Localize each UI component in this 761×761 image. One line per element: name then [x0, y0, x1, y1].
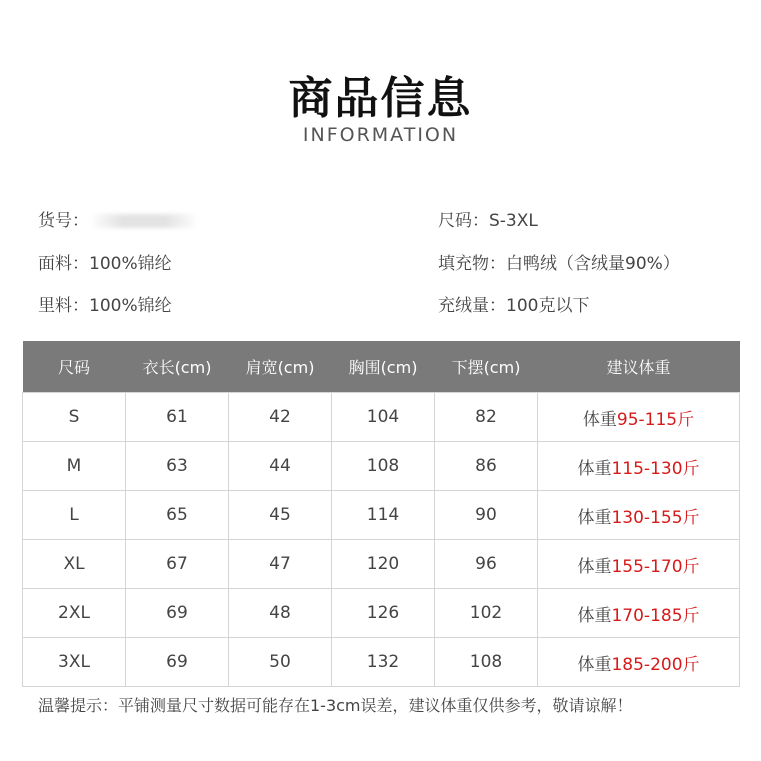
cell-size: M — [23, 442, 126, 491]
cell-weight — [538, 589, 740, 638]
page-subtitle: INFORMATION — [302, 124, 459, 146]
weight-range: 170-185斤 — [611, 605, 700, 626]
header-size: 尺码 — [23, 341, 126, 393]
lining-value: 100%锦纶 — [89, 296, 172, 316]
cell-hem: 82 — [435, 393, 538, 442]
weight-range: 115-130斤 — [611, 458, 700, 479]
cell-length: 69 — [126, 589, 229, 638]
info-fabric — [38, 249, 172, 274]
fabric-value: 100%锦纶 — [89, 254, 172, 274]
weight-prefix: 体重 — [577, 556, 612, 577]
cell-size: S — [23, 393, 126, 442]
cell-weight — [538, 442, 740, 491]
header-chest: 胸围(cm) — [332, 341, 435, 393]
cell-size: 3XL — [23, 638, 126, 687]
table-row — [23, 589, 740, 638]
weight-prefix: 体重 — [577, 654, 612, 675]
cell-shoulder: 45 — [229, 491, 332, 540]
cell-size: L — [23, 491, 126, 540]
cell-hem: 90 — [435, 491, 538, 540]
down-amount-value: 100克以下 — [506, 296, 590, 316]
weight-prefix: 体重 — [582, 409, 617, 430]
header-weight: 建议体重 — [538, 341, 740, 393]
table-row — [23, 638, 740, 687]
size-table — [22, 341, 740, 687]
down-amount-label: 充绒量： — [438, 296, 506, 316]
weight-range: 130-155斤 — [611, 507, 700, 528]
table-header-row — [23, 341, 740, 393]
footer-note: 温馨提示：平铺测量尺寸数据可能存在1-3cm误差，建议体重仅供参考，敬请谅解！ — [38, 696, 633, 715]
cell-hem: 102 — [435, 589, 538, 638]
page-title: 商品信息 — [288, 73, 473, 124]
filling-label: 填充物： — [438, 254, 506, 274]
cell-shoulder: 44 — [229, 442, 332, 491]
item-no-label: 货号： — [38, 211, 89, 231]
size-value: S-3XL — [489, 211, 538, 231]
header-hem: 下摆(cm) — [435, 341, 538, 393]
cell-weight — [538, 393, 740, 442]
table-row — [23, 491, 740, 540]
cell-chest: 104 — [332, 393, 435, 442]
cell-length: 67 — [126, 540, 229, 589]
cell-size: XL — [23, 540, 126, 589]
cell-shoulder: 47 — [229, 540, 332, 589]
weight-prefix: 体重 — [577, 507, 612, 528]
size-label: 尺码： — [438, 211, 489, 231]
cell-shoulder: 48 — [229, 589, 332, 638]
info-item-no — [38, 206, 199, 231]
cell-shoulder: 42 — [229, 393, 332, 442]
cell-hem: 108 — [435, 638, 538, 687]
cell-length: 61 — [126, 393, 229, 442]
filling-value: 白鸭绒（含绒量90%） — [506, 254, 680, 274]
weight-range: 185-200斤 — [611, 654, 700, 675]
info-down-amount — [438, 291, 589, 316]
table-row — [23, 393, 740, 442]
fabric-label: 面料： — [38, 254, 89, 274]
lining-label: 里料： — [38, 296, 89, 316]
cell-hem: 86 — [435, 442, 538, 491]
cell-weight — [538, 638, 740, 687]
info-size — [438, 206, 538, 231]
header-length: 衣长(cm) — [126, 341, 229, 393]
cell-weight — [538, 491, 740, 540]
cell-chest: 108 — [332, 442, 435, 491]
info-filling — [438, 249, 680, 274]
table-row — [23, 540, 740, 589]
weight-range: 155-170斤 — [611, 556, 700, 577]
cell-chest: 126 — [332, 589, 435, 638]
weight-prefix: 体重 — [577, 458, 612, 479]
cell-length: 69 — [126, 638, 229, 687]
cell-length: 63 — [126, 442, 229, 491]
cell-chest: 114 — [332, 491, 435, 540]
weight-range: 95-115斤 — [616, 409, 695, 430]
cell-shoulder: 50 — [229, 638, 332, 687]
cell-length: 65 — [126, 491, 229, 540]
cell-size: 2XL — [23, 589, 126, 638]
item-no-redacted — [89, 214, 199, 228]
cell-chest: 120 — [332, 540, 435, 589]
weight-prefix: 体重 — [577, 605, 612, 626]
info-lining — [38, 291, 172, 316]
header-shoulder: 肩宽(cm) — [229, 341, 332, 393]
table-row — [23, 442, 740, 491]
cell-hem: 96 — [435, 540, 538, 589]
cell-weight — [538, 540, 740, 589]
cell-chest: 132 — [332, 638, 435, 687]
